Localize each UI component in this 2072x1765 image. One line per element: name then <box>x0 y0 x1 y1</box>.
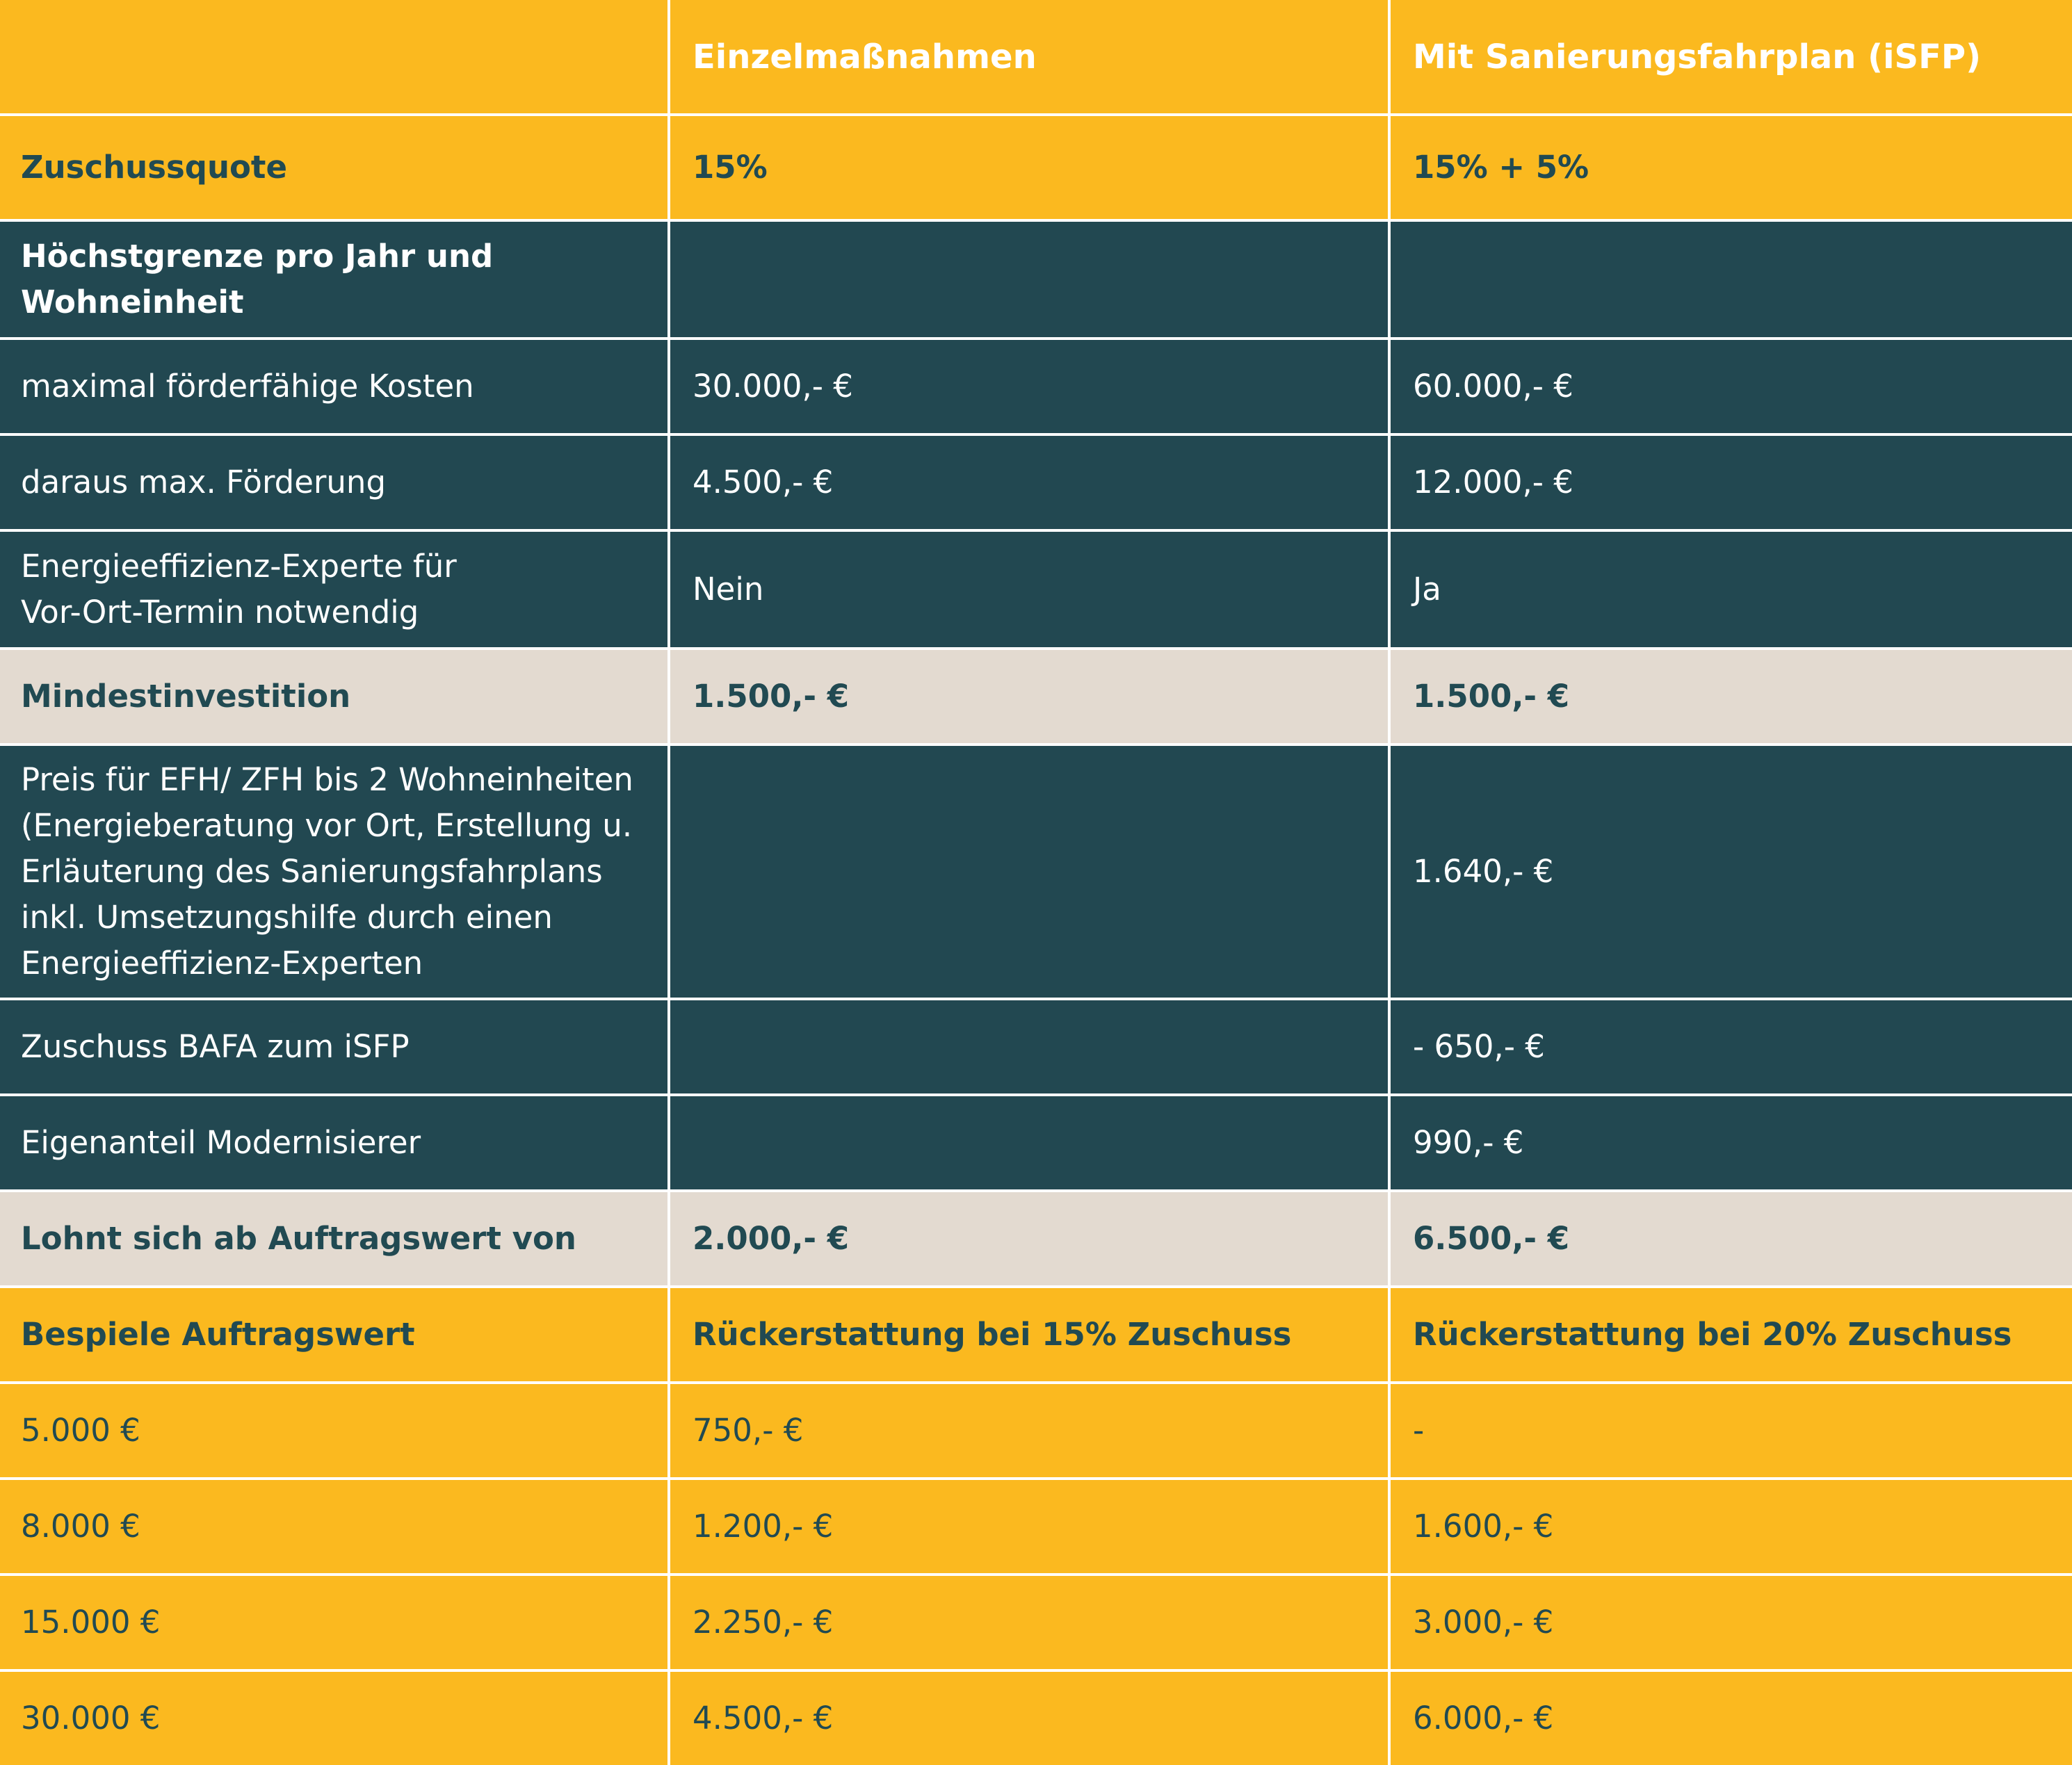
row-lohnt-sich-einzel: 2.000,- € <box>670 1192 1388 1285</box>
row-beispiele-header-einzel: Rückerstattung bei 15% Zuschuss <box>670 1288 1388 1381</box>
row-beispiel-30000-einzel: 4.500,- € <box>670 1672 1388 1765</box>
row-beispiel-8000-einzel: 1.200,- € <box>670 1480 1388 1573</box>
row-lohnt-sich-isfp: 6.500,- € <box>1391 1192 2072 1285</box>
row-max-kosten-isfp: 60.000,- € <box>1391 340 2072 433</box>
row-zuschussquote-isfp: 15% + 5% <box>1391 116 2072 219</box>
row-eigenanteil-label: Eigenanteil Modernisierer <box>0 1096 667 1189</box>
row-beispiel-8000-isfp: 1.600,- € <box>1391 1480 2072 1573</box>
row-experte-isfp: Ja <box>1391 532 2072 647</box>
row-beispiele-header-label: Bespiele Auftragswert <box>0 1288 667 1381</box>
row-zuschuss-bafa-label: Zuschuss BAFA zum iSFP <box>0 1000 667 1093</box>
row-hoechstgrenze-einzel <box>670 222 1388 337</box>
header-einzelmassnahmen: Einzelmaßnahmen <box>670 0 1388 113</box>
header-sanierungsfahrplan: Mit Sanierungsfahrplan (iSFP) <box>1391 0 2072 113</box>
row-experte-label: Energieeffizienz-Experte für Vor-Ort-Termin notwendig <box>0 532 667 647</box>
row-mindestinvestition-isfp: 1.500,- € <box>1391 650 2072 743</box>
row-preis-efh-label: Preis für EFH/ ZFH bis 2 Wohneinheiten (Energieberatung vor Ort, Erstellung u. Erläuterung des Sanierungsfahrplans inkl. Umsetzungshilfe durch einen Energieeffizienz-Experten <box>0 746 667 998</box>
row-max-kosten-einzel: 30.000,- € <box>670 340 1388 433</box>
row-beispiel-30000-isfp: 6.000,- € <box>1391 1672 2072 1765</box>
row-max-foerderung-isfp: 12.000,- € <box>1391 436 2072 529</box>
row-zuschussquote-label: Zuschussquote <box>0 116 667 219</box>
row-max-foerderung-einzel: 4.500,- € <box>670 436 1388 529</box>
row-lohnt-sich-label: Lohnt sich ab Auftragswert von <box>0 1192 667 1285</box>
row-beispiel-8000-label: 8.000 € <box>0 1480 667 1573</box>
row-zuschuss-bafa-einzel <box>670 1000 1388 1093</box>
row-hoechstgrenze-label: Höchstgrenze pro Jahr und Wohneinheit <box>0 222 667 337</box>
row-mindestinvestition-label: Mindestinvestition <box>0 650 667 743</box>
row-zuschussquote-einzel: 15% <box>670 116 1388 219</box>
row-preis-efh-einzel <box>670 746 1388 998</box>
row-mindestinvestition-einzel: 1.500,- € <box>670 650 1388 743</box>
row-beispiel-15000-isfp: 3.000,- € <box>1391 1576 2072 1669</box>
row-hoechstgrenze-isfp <box>1391 222 2072 337</box>
row-beispiel-15000-label: 15.000 € <box>0 1576 667 1669</box>
row-eigenanteil-isfp: 990,- € <box>1391 1096 2072 1189</box>
row-beispiel-30000-label: 30.000 € <box>0 1672 667 1765</box>
row-preis-efh-isfp: 1.640,- € <box>1391 746 2072 998</box>
row-beispiel-15000-einzel: 2.250,- € <box>670 1576 1388 1669</box>
row-beispiele-header-isfp: Rückerstattung bei 20% Zuschuss <box>1391 1288 2072 1381</box>
row-beispiel-5000-label: 5.000 € <box>0 1384 667 1477</box>
row-eigenanteil-einzel <box>670 1096 1388 1189</box>
row-beispiel-5000-einzel: 750,- € <box>670 1384 1388 1477</box>
row-max-foerderung-label: daraus max. Förderung <box>0 436 667 529</box>
row-zuschuss-bafa-isfp: - 650,- € <box>1391 1000 2072 1093</box>
row-experte-einzel: Nein <box>670 532 1388 647</box>
row-max-kosten-label: maximal förderfähige Kosten <box>0 340 667 433</box>
row-beispiel-5000-isfp: - <box>1391 1384 2072 1477</box>
header-cell-empty <box>0 0 667 113</box>
